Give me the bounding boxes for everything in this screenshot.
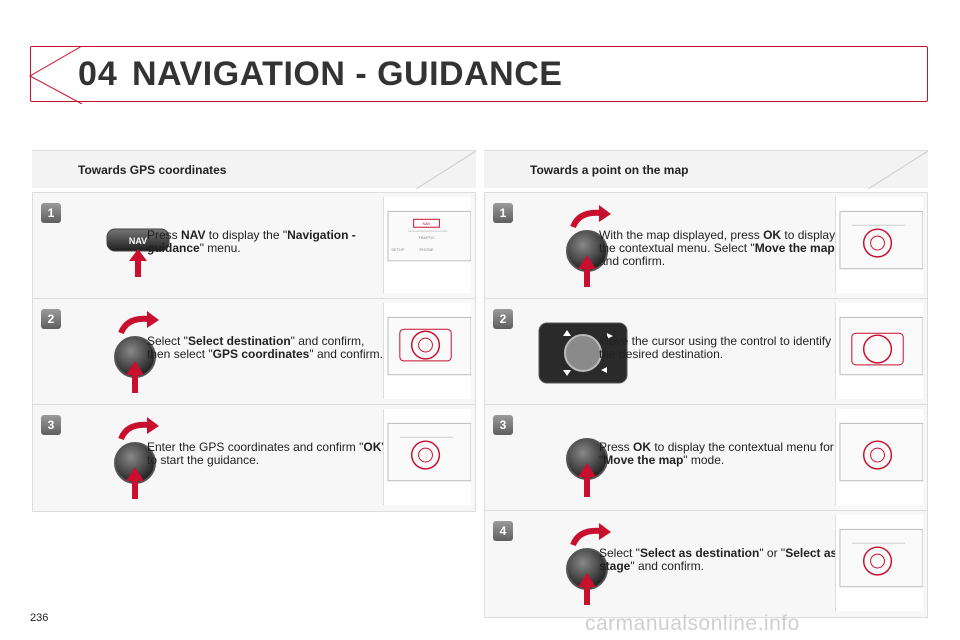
- step-1: [33, 193, 475, 299]
- page-number: 236: [30, 612, 49, 624]
- control-panel-thumbnail: [835, 515, 923, 611]
- step-instruction: With the map displayed, press OK to display the contextual menu. Select "Move the map" and confirm.: [599, 228, 839, 268]
- step-list: [32, 192, 476, 512]
- thumb-setup-label: SETUP: [391, 246, 405, 252]
- control-panel-thumbnail: [383, 197, 471, 293]
- heading-slant: [416, 151, 476, 189]
- section-heading-label: Towards GPS coordinates: [78, 163, 227, 177]
- section-heading: [484, 150, 928, 188]
- step-number-badge: 1: [41, 203, 61, 223]
- page-title: NAVIGATION - GUIDANCE: [132, 55, 563, 93]
- gps-coordinates-section: [32, 150, 476, 512]
- map-point-section: [484, 150, 928, 618]
- section-heading: [32, 150, 476, 188]
- step-instruction: Press NAV to display the "Navigation - guidance" menu.: [147, 228, 356, 255]
- control-panel-thumbnail: [383, 303, 471, 399]
- step-instruction: Move the cursor using the control to identify the desired destination.: [599, 334, 832, 361]
- step-number-badge: 4: [493, 521, 513, 541]
- step-number-badge: 1: [493, 203, 513, 223]
- step-instruction: Select "Select destination" and confirm, then select "GPS coordinates" and confirm.: [147, 334, 383, 361]
- section-heading-label: Towards a point on the map: [530, 163, 689, 177]
- step-3: [485, 405, 927, 511]
- step-instruction: Select "Select as destination" or "Select as stage" and confirm.: [599, 546, 838, 573]
- control-panel-thumbnail: [383, 409, 471, 505]
- thumb-phone-label: PHONE: [419, 246, 434, 252]
- step-number-badge: 3: [41, 415, 61, 435]
- thumb-nav-label: NAV: [422, 221, 431, 227]
- step-2: [485, 299, 927, 405]
- heading-slant: [868, 151, 928, 189]
- step-3: [33, 405, 475, 511]
- step-number-badge: 3: [493, 415, 513, 435]
- control-panel-thumbnail: [835, 303, 923, 399]
- watermark: carmanualsonline.info: [585, 612, 800, 635]
- control-panel-thumbnail: [835, 409, 923, 505]
- step-1: [485, 193, 927, 299]
- step-2: [33, 299, 475, 405]
- nav-button-label: NAV: [128, 236, 148, 246]
- control-panel-thumbnail: [835, 197, 923, 293]
- step-instruction: Enter the GPS coordinates and confirm "OK" to start the guidance.: [147, 440, 386, 467]
- chapter-number: 04: [78, 55, 118, 93]
- step-instruction: Press OK to display the contextual menu for "Move the map" mode.: [599, 440, 834, 467]
- step-number-badge: 2: [41, 309, 61, 329]
- step-number-badge: 2: [493, 309, 513, 329]
- thumb-traffic-label: TRAFFIC: [418, 235, 435, 241]
- step-4: [485, 511, 927, 617]
- step-list: [484, 192, 928, 618]
